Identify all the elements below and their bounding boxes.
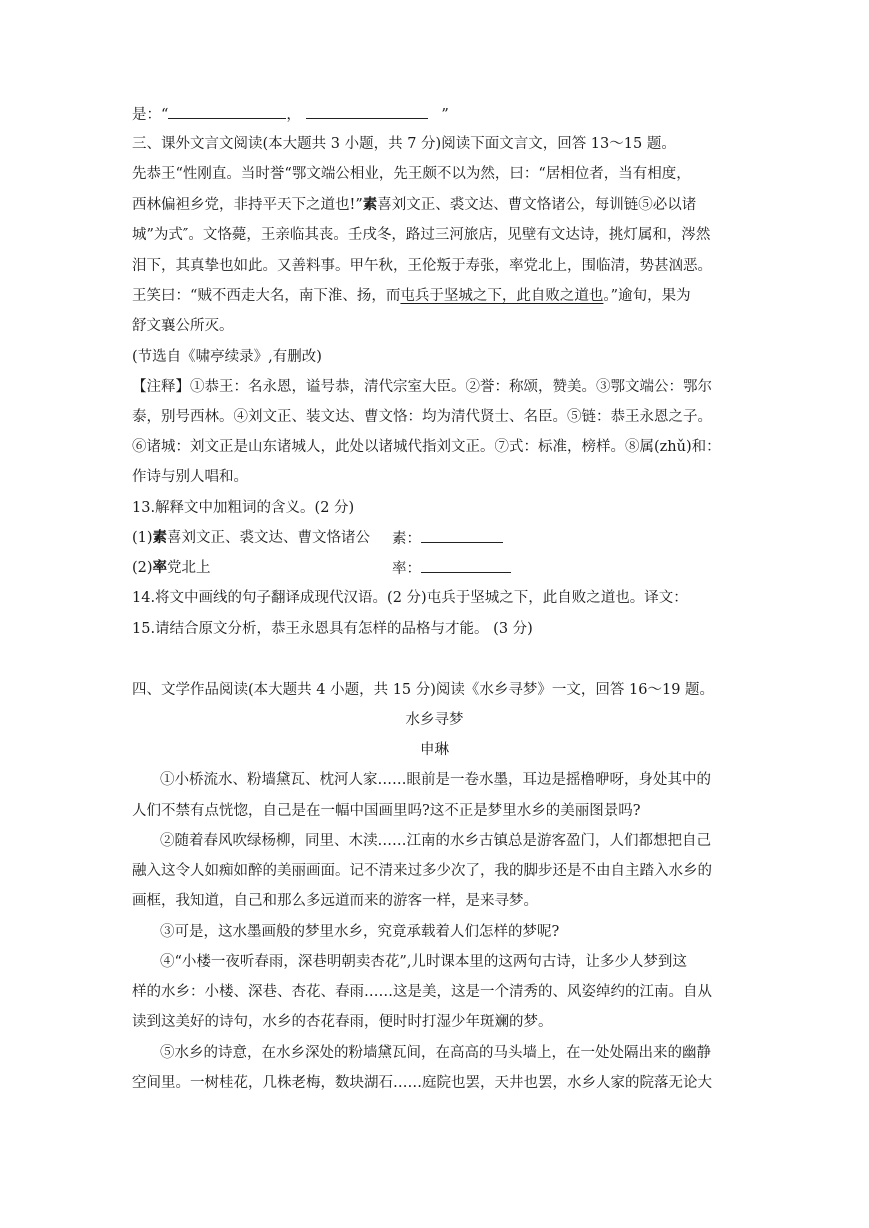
article-line: ②随着春风吹绿杨柳，同里、木渎……江南的水乡古镇总是游客盈门，人们都想把自己 — [160, 833, 711, 849]
question-13-2-label: 率： — [392, 558, 511, 579]
answer-line — [132, 104, 449, 125]
question-14: 14.将文中画线的句子翻译成现代汉语。(2 分)屯兵于坚城之下，此自败之道也。译文： — [132, 590, 688, 606]
answer-blank-1[interactable] — [168, 104, 286, 119]
answer-blank-13-2[interactable] — [421, 558, 511, 573]
article-line: ④“小楼一夜听春雨，深巷明朝卖杏花”,儿时课本里的这两句古诗，让多少人梦到这 — [160, 954, 687, 970]
bold-word-shuai: 率 — [152, 559, 168, 576]
section4-heading: 四、文学作品阅读(本大题共 4 小题，共 15 分)阅读《水乡寻梦》一文，回答 16～19 题。 — [132, 682, 715, 698]
notes-line: 作诗与别人唱和。 — [132, 469, 248, 485]
passage-line: 西林偏袒乡党，非持平天下之道也!”素喜刘文正、裘文达、曹文恪诸公，每训链⑤必以诸 — [132, 196, 697, 213]
question-15: 15.请结合原文分析，恭王永恩具有怎样的品格与才能。 (3 分) — [132, 621, 533, 637]
notes-line: 【注释】①恭王：名永恩，谥号恭，清代宗室大臣。②誉：称颂，赞美。③鄂文端公：鄂尔 — [132, 379, 712, 395]
passage-line: 城”为式″。文恪薨，王亲临其丧。壬戌冬，路过三河旅店，见壁有文达诗，挑灯属和，涔然 — [132, 227, 711, 243]
passage-line: 舒文襄公所灭。 — [132, 318, 234, 334]
article-line: 空间里。一树桂花，几株老梅，数块湖石……庭院也罢，天井也罢，水乡人家的院落无论大 — [132, 1075, 712, 1091]
passage-source: (节选自《啸亭续录》,有删改) — [132, 349, 322, 365]
article-line: 读到这美好的诗句，水乡的杏花春雨，便时时打湿少年斑斓的梦。 — [132, 1014, 553, 1030]
article-title: 水乡寻梦 — [405, 712, 464, 728]
article-line: 人们不禁有点恍惚，自己是在一幅中国画里吗?这不正是梦里水乡的美丽图景吗? — [132, 803, 641, 819]
underlined-sentence: 屯兵于坚城之下，此自败之道也 — [400, 288, 604, 304]
bold-word-su: 素 — [362, 196, 378, 213]
passage-line: 王笑曰：“贼不西走大名，南下淮、扬，而屯兵于坚城之下，此自败之道也。”逾旬，果为 — [132, 288, 691, 304]
notes-line: 泰，别号西林。④刘文正、装文达、曹文恪：均为清代贤士、名臣。⑤链：恭王永恩之子。 — [132, 409, 712, 425]
answer-prefix: 是：“ — [132, 107, 169, 123]
article-line: ①小桥流水、粉墙黛瓦、枕河人家……眼前是一卷水墨，耳边是摇橹咿呀，身处其中的 — [160, 772, 711, 788]
answer-blank-2[interactable] — [306, 104, 428, 119]
passage-line: 先恭王“性刚直。当时誉“鄂文端公相业，先王颇不以为然，曰：“居相位者，当有相度， — [132, 166, 691, 182]
bold-word-su: 素 — [152, 529, 168, 546]
question-13-1-label: 素： — [392, 528, 503, 549]
article-author: 申琳 — [420, 742, 449, 758]
question-13: 13.解释文中加粗词的含义。(2 分) — [132, 500, 355, 516]
article-line: 样的水乡：小楼、深巷、杏花、春雨……这是美，这是一个清秀的、风姿绰约的江南。自从 — [132, 984, 712, 1000]
passage-line: 泪下，其真挚也如此。又善料事。甲午秋，王伦叛于寿张，率党北上，围临清，势甚汹恶。 — [132, 258, 712, 274]
article-line: ③可是，这水墨画般的梦里水乡，究竟承载着人们怎样的梦呢? — [160, 924, 560, 940]
answer-comma: ， — [286, 107, 301, 123]
question-13-2: (2)率党北上 — [132, 559, 211, 576]
article-line: ⑤水乡的诗意，在水乡深处的粉墙黛瓦间，在高高的马头墙上，在一处处隔出来的幽静 — [160, 1045, 711, 1061]
article-line: 画框，我知道，自己和那么多远道而来的游客一样，是来寻梦。 — [132, 893, 538, 909]
answer-close-quote: ” — [441, 107, 449, 123]
section3-heading: 三、课外文言文阅读(本大题共 3 小题，共 7 分)阅读下面文言文，回答 13～15 题。 — [132, 136, 676, 152]
notes-line: ⑥诸城：刘文正是山东诸城人，此处以诸城代指刘文正。⑦式：标准，榜样。⑧属(zhǔ)和： — [132, 439, 721, 455]
article-line: 融入这令人如痴如醉的美丽画面。记不清来过多少次了，我的脚步还是不由自主踏入水乡的 — [132, 863, 712, 879]
answer-blank-13-1[interactable] — [421, 528, 503, 543]
question-13-1: (1)素喜刘文正、裘文达、曹文恪诸公 — [132, 529, 371, 546]
